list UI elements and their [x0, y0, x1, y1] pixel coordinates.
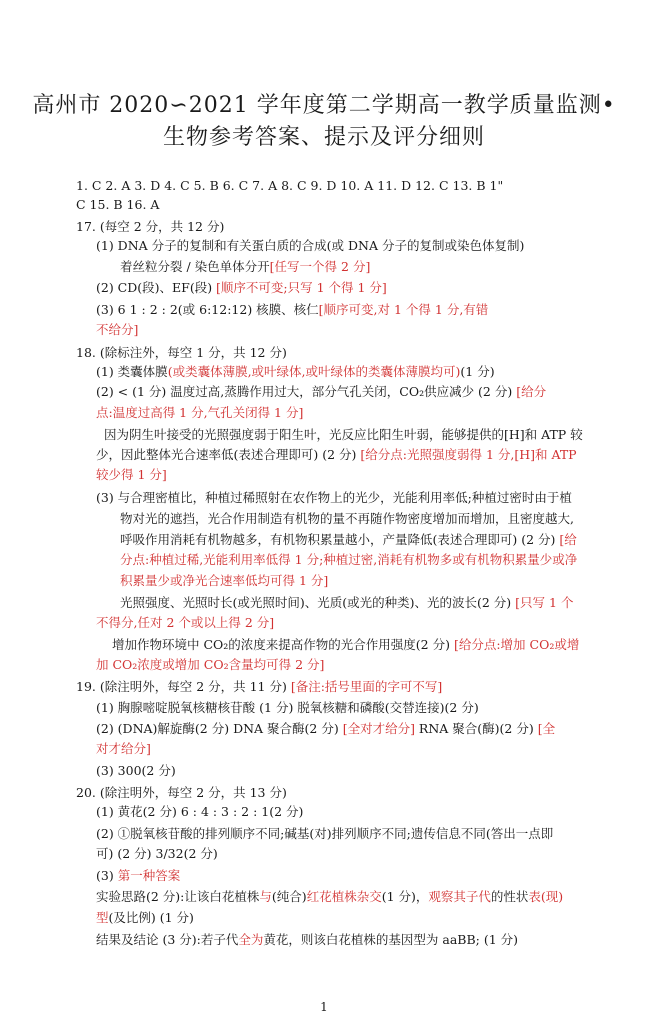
- scoring-note: 全为: [238, 932, 264, 947]
- answer-line: [96, 910, 194, 926]
- answer-text: 的性状: [490, 889, 529, 904]
- answer-line: [120, 511, 574, 527]
- answer-line: [96, 846, 218, 862]
- scoring-note: (或类囊体薄膜,或叶绿体,或叶绿体的类囊体薄膜均可): [167, 364, 461, 379]
- answer-line: [76, 785, 287, 801]
- answer-line: [120, 259, 370, 275]
- answer-text: (3) 6 1 : 2 : 2(或 6:12:12) 核膜、核仁: [96, 302, 319, 317]
- answer-text: (1) 黄花(2 分) 6 : 4 : 3 : 2 : 1(2 分): [96, 804, 304, 819]
- scoring-note: 不得分,任对 2 个或以上得 2 分]: [96, 615, 275, 630]
- answer-line: [96, 447, 577, 463]
- scoring-note: 较少得 1 分]: [96, 467, 167, 482]
- answer-line: [96, 322, 138, 338]
- scoring-note: 红花植株杂交: [306, 889, 382, 904]
- answer-line: [96, 868, 180, 884]
- scoring-note: 对才给分]: [96, 741, 151, 756]
- scoring-note: 表(现): [528, 889, 564, 904]
- scoring-note: [全: [537, 721, 556, 736]
- scoring-note: 第一种答案: [117, 868, 181, 883]
- answer-line: [76, 345, 287, 361]
- answer-line: [76, 197, 159, 213]
- scoring-note: [给分: [516, 384, 547, 399]
- title-line-1: 高州市 2020∽2021 学年度第二学期高一教学质量监测•: [32, 93, 616, 118]
- scoring-note: 观察其子代: [428, 889, 491, 904]
- answer-text: 结果及结论 (3 分):若子代: [96, 932, 239, 947]
- answer-line: [96, 721, 555, 737]
- scoring-note: 加 CO₂浓度或增加 CO₂含量均可得 2 分]: [96, 657, 325, 672]
- scoring-note: [给: [559, 532, 577, 547]
- title-line-2: 生物参考答案、提示及评分细则: [162, 125, 485, 150]
- scoring-note: [给分点:光照强度弱得 1 分,[H]和 ATP: [360, 447, 577, 462]
- answer-text: (2) CD(段)、EF(段): [96, 280, 217, 295]
- scoring-note: 型: [96, 910, 109, 925]
- answer-text: (2) ①脱氧核苷酸的排列顺序不同;碱基(对)排列顺序不同;遗传信息不同(答出一点即: [96, 826, 554, 841]
- answer-text: 17. (每空 2 分，共 12 分): [76, 219, 225, 234]
- answer-text: 增加作物环境中 CO₂的浓度来提高作物的光合作用强度(2 分): [112, 637, 454, 652]
- answer-text: 1. C 2. A 3. D 4. C 5. B 6. C 7. A 8. C 9. D 10. A 11. D 12. C 13. B 1": [76, 178, 504, 193]
- answer-text: 少，因此整体光合速率低(表述合理即可) (2 分): [96, 447, 361, 462]
- answer-text: (3) 与合理密植比，种植过稀照射在农作物上的光少，光能利用率低;种植过密时由于植: [96, 490, 572, 505]
- answer-text: 物对光的遮挡，光合作用制造有机物的量不再随作物密度增加而增加，且密度越大,: [120, 511, 574, 526]
- answer-text: 因为阴生叶接受的光照强度弱于阳生叶，光反应比阳生叶弱，能够提供的[H]和 ATP 较: [104, 427, 583, 442]
- answer-line: [96, 302, 488, 318]
- scoring-note: [只写 1 个: [515, 595, 574, 610]
- answer-text: (1 分): [460, 364, 495, 379]
- page-number: 1: [320, 1000, 328, 1014]
- answer-text: RNA 聚合(酶)(2 分): [414, 721, 538, 736]
- answer-text: 黄花，则该白花植株的基因型为 aaBB; (1 分): [263, 932, 519, 947]
- answer-text: 光照强度、光照时长(或光照时间)、光质(或光的种类)、光的波长(2 分): [120, 595, 516, 610]
- answer-line: [96, 280, 387, 296]
- answer-text: (1) 胸腺嘧啶脱氧核糖核苷酸 (1 分) 脱氧核糖和磷酸(交替连接)(2 分): [96, 700, 479, 715]
- scoring-note: [给分点:增加 CO₂或增: [453, 637, 580, 652]
- answer-line: [96, 467, 167, 483]
- answer-text: (1) 类囊体膜: [96, 364, 168, 379]
- answer-text: C 15. B 16. A: [76, 197, 160, 212]
- answer-line: [96, 405, 303, 421]
- scoring-note: 点:温度过高得 1 分,气孔关闭得 1 分]: [96, 405, 304, 420]
- scoring-note: 不给分]: [96, 322, 139, 337]
- answer-line: [120, 573, 328, 589]
- answer-line: [96, 932, 518, 948]
- answer-text: (1) DNA 分子的复制和有关蛋白质的合成(或 DNA 分子的复制或染色体复制): [96, 238, 525, 253]
- scoring-note: [顺序可变,对 1 个得 1 分,有错: [318, 302, 489, 317]
- answer-text: 实验思路(2 分):让该白花植株: [96, 889, 260, 904]
- answer-text: (2) (DNA)解旋酶(2 分) DNA 聚合酶(2 分): [96, 721, 343, 736]
- answer-line: [76, 679, 442, 695]
- answer-line: [96, 700, 479, 716]
- answer-line: [96, 657, 324, 673]
- answer-text: 可) (2 分) 3/32(2 分): [96, 846, 218, 861]
- answer-line: [96, 490, 572, 506]
- scoring-note: [全对才给分]: [342, 721, 415, 736]
- scoring-note: [任写一个得 2 分]: [269, 259, 371, 274]
- answer-text: (及比例) (1 分): [108, 910, 194, 925]
- scoring-note: 积累量少或净光合速率低均可得 1 分]: [120, 573, 329, 588]
- answer-line: [112, 637, 579, 653]
- answer-line: [96, 384, 546, 400]
- answer-line: [96, 889, 563, 905]
- answer-text: (1 分)，: [381, 889, 429, 904]
- answer-text: 18. (除标注外，每空 1 分，共 12 分): [76, 345, 287, 360]
- answer-line: [120, 595, 573, 611]
- answer-line: [76, 219, 224, 235]
- answer-text: (3): [96, 868, 118, 883]
- scoring-note: 与: [259, 889, 272, 904]
- answer-line: [96, 615, 274, 631]
- answer-text: 着丝粒分裂 / 染色单体分开: [120, 259, 270, 274]
- answer-line: [120, 532, 577, 548]
- answer-line: [120, 552, 577, 568]
- answer-line: [96, 741, 151, 757]
- answer-text: (2) < (1 分) 温度过高,蒸腾作用过大，部分气孔关闭，CO₂供应减少 (2 分): [96, 384, 517, 399]
- answer-line: [96, 364, 495, 380]
- answer-text: 19. (除注明外，每空 2 分，共 11 分): [76, 679, 291, 694]
- scoring-note: [顺序不可变;只写 1 个得 1 分]: [216, 280, 387, 295]
- answer-line: [96, 238, 524, 254]
- answer-line: [76, 178, 503, 194]
- answer-text: (纯合): [271, 889, 307, 904]
- answer-line: [104, 427, 583, 443]
- answer-line: [96, 826, 553, 842]
- scoring-note: [备注:括号里面的字可不写]: [290, 679, 443, 694]
- answer-text: (3) 300(2 分): [96, 763, 176, 778]
- scoring-note: 分点:种植过稀,光能利用率低得 1 分;种植过密,消耗有机物多或有机物积累量少或净: [120, 552, 578, 567]
- answer-text: 20. (除注明外，每空 2 分，共 13 分): [76, 785, 287, 800]
- answer-line: [96, 804, 303, 820]
- answer-line: [96, 763, 176, 779]
- answer-text: 呼吸作用消耗有机物越多，有机物积累量越小，产量降低(表述合理即可) (2 分): [120, 532, 560, 547]
